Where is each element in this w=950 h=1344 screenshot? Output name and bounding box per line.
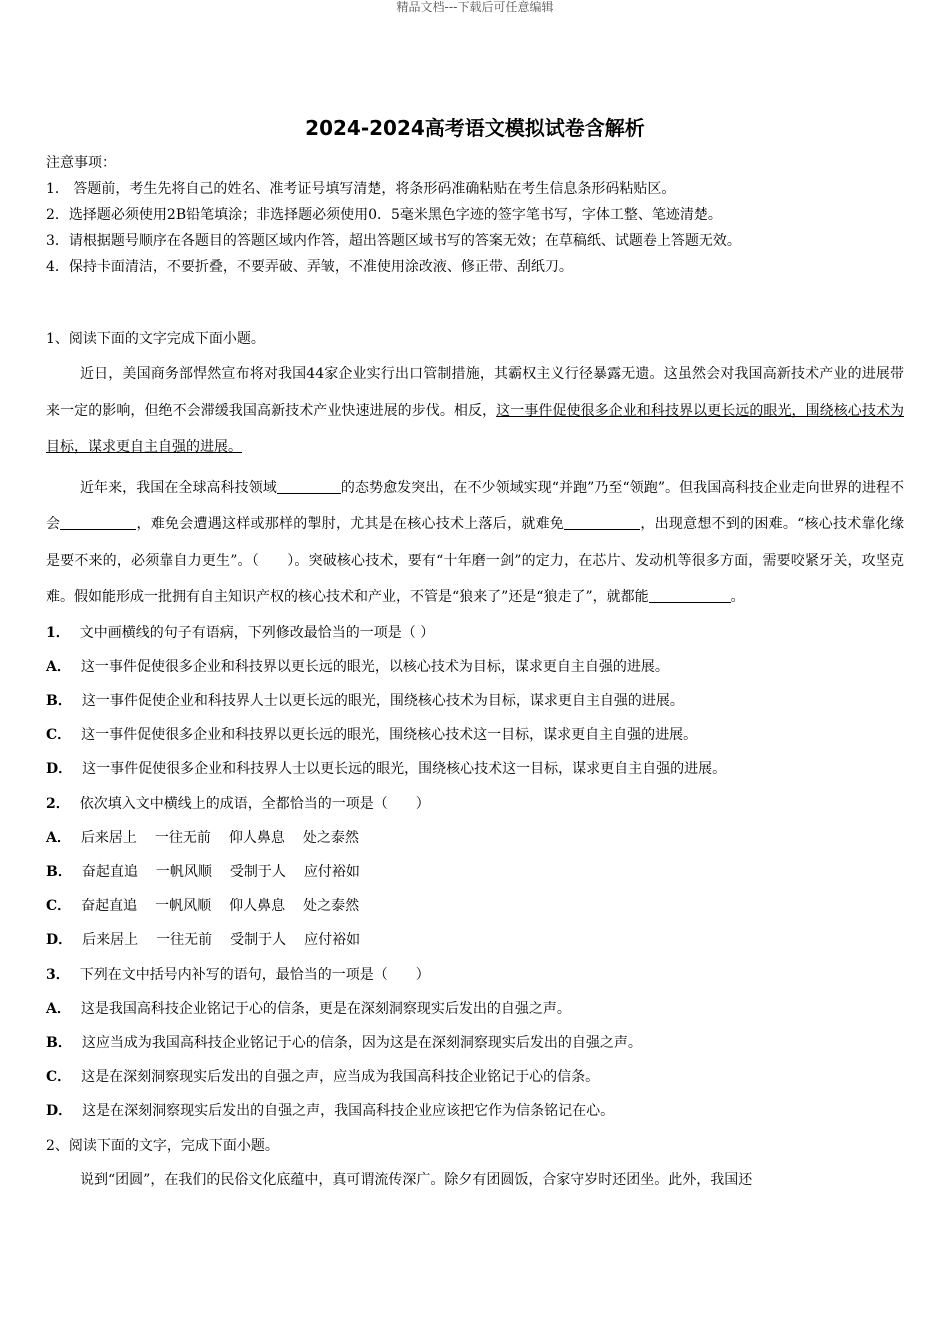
answer-option[interactable] [46, 718, 904, 752]
option-text: 这一事件促使很多企业和科技界以更长远的眼光，围绕核心技术这一目标，谋求更自主自强的进展。 [81, 727, 698, 744]
exam-content [46, 326, 904, 1197]
idiom: 奋起直追 [81, 898, 138, 915]
option-label: C． [46, 727, 72, 744]
paragraph-text: 的态势愈发突出，在不少领域实现“并跑”乃至“领跑”。但我国高科技企业走向世界的进程不会 [46, 479, 904, 532]
answer-option[interactable] [46, 1026, 904, 1060]
question-number: 2． [46, 795, 70, 812]
idiom: 后来居上 [80, 829, 137, 846]
paragraph-text: 。 [730, 589, 745, 605]
option-text: 这一事件促使很多企业和科技界人士以更长远的眼光，围绕核心技术这一目标，谋求更自主自强的进展。 [82, 761, 727, 778]
answer-option[interactable] [46, 650, 904, 684]
option-label: B． [46, 692, 72, 709]
idiom: 应付裕如 [303, 863, 360, 880]
answer-option[interactable] [46, 855, 904, 889]
idiom: 一往无前 [156, 932, 213, 949]
answer-option[interactable] [46, 992, 904, 1026]
option-text: 这是在深刻洞察现实后发出的自强之声，我国高科技企业应该把它作为信条铭记在心。 [82, 1103, 615, 1120]
section2-paragraph-1: 说到“团圆”，在我们的民俗文化底蕴中，真可谓流传深广。除夕有团圆饭，合家守岁时还团坐。此外，我国还 [80, 1171, 753, 1188]
idiom: 处之泰然 [303, 898, 360, 915]
section2-intro: 2、阅读下面的文字，完成下面小题。 [46, 1137, 279, 1154]
paragraph-text: ，出现意想不到的困难。“核心技术靠化缘是要不来的，必须靠自力更生”。（ ）。突破核心技术，要有“十年磨一剑”的定力，在芯片、发动机等很多方面，需要咬紧牙关，攻坚克难。假如能形成一批拥有自主知识产权的核心技术和产业，不管是“狼来了”还是“狼走了”，就都能 [46, 516, 905, 605]
answer-option[interactable] [46, 821, 904, 855]
option-text: 这是在深刻洞察现实后发出的自强之声，应当成为我国高科技企业铭记于心的信条。 [81, 1069, 600, 1086]
question-text: 依次填入文中横线上的成语，全都恰当的一项是（ ） [79, 795, 430, 812]
notice-item: 1． 答题前，考生先将自己的姓名、准考证号填写清楚，将条形码准确粘贴在考生信息条形码粘贴区。 [46, 181, 676, 197]
idiom: 受制于人 [230, 932, 287, 949]
idiom: 一帆风顺 [155, 898, 212, 915]
option-label: A． [46, 658, 71, 675]
paragraph-text: ，难免会遭遇这样或那样的掣肘，尤其是在核心技术上落后，就难免 [136, 516, 565, 532]
option-text: 这是我国高科技企业铭记于心的信条，更是在深刻洞察现实后发出的自强之声。 [80, 1000, 571, 1017]
answer-option[interactable] [46, 889, 904, 923]
idiom: 受制于人 [229, 863, 286, 880]
section1-paragraph-2 [46, 470, 904, 616]
question-text: 文中画横线的句子有语病，下列修改最恰当的一项是（ ） [79, 624, 435, 641]
option-label: D． [46, 932, 73, 949]
option-label: C． [46, 1069, 72, 1086]
idiom: 后来居上 [82, 932, 139, 949]
underlined-sentence: 这一事件促使很多企业和科技界以更长远的眼光，围绕核心技术为目标，谋求更自主自强的进展。 [46, 402, 905, 455]
document-title: 2024-2024高考语文模拟试卷含解析 [305, 116, 645, 140]
option-label: B． [46, 863, 72, 880]
answer-option[interactable] [46, 752, 904, 786]
option-label: A． [46, 1000, 71, 1017]
question-text: 下列在文中括号内补写的语句，最恰当的一项是（ ） [79, 966, 430, 983]
idiom: 一往无前 [154, 829, 211, 846]
question-stem [46, 958, 904, 992]
answer-option[interactable] [46, 923, 904, 957]
notice-heading: 注意事项： [46, 155, 116, 171]
notice-item: 2．选择题必须使用2B铅笔填涂；非选择题必须使用0．5毫米黑色字迹的签字笔书写，字体工整、笔迹清楚。 [46, 207, 722, 223]
notice-block [46, 150, 906, 280]
option-text: 这应当成为我国高科技企业铭记于心的信条，因为这是在深刻洞察现实后发出的自强之声。 [81, 1034, 642, 1051]
idiom: 一帆风顺 [155, 863, 212, 880]
question-number: 3． [46, 966, 70, 983]
idiom: 处之泰然 [302, 829, 359, 846]
fill-blank-2 [60, 515, 136, 530]
question-stem [46, 616, 904, 650]
question-stem [46, 787, 904, 821]
answer-option[interactable] [46, 1094, 904, 1128]
notice-item: 4．保持卡面清洁，不要折叠，不要弄破、弄皱，不准使用涂改液、修正带、刮纸刀。 [46, 259, 573, 275]
option-text: 这一事件促使很多企业和科技界以更长远的眼光，以核心技术为目标，谋求更自主自强的进展。 [80, 658, 669, 675]
fill-blank-1 [277, 479, 341, 494]
paragraph-text: 近日，美国商务部悍然宣布将对我国44家企业实行出口管制措施，其霸权主义行径暴露无遗。这虽然会对我国高新技术产业的进展带来一定的影响，但绝不会滞缓我国高新技术产业快速进展的步伐。相反， [46, 366, 904, 419]
answer-option[interactable] [46, 1060, 904, 1094]
option-label: A． [46, 829, 71, 846]
fill-blank-3 [564, 515, 640, 530]
idiom: 仰人鼻息 [228, 829, 285, 846]
section1-intro: 1、阅读下面的文字完成下面小题。 [46, 331, 265, 347]
idiom: 仰人鼻息 [229, 898, 286, 915]
idiom: 应付裕如 [304, 932, 361, 949]
section1-paragraph-1 [46, 356, 904, 466]
paragraph-text: 近年来，我国在全球高科技领域 [80, 479, 277, 496]
option-label: C． [46, 898, 72, 915]
idiom: 奋起直追 [81, 863, 138, 880]
answer-option[interactable] [46, 684, 904, 718]
notice-item: 3．请根据题号顺序在各题目的答题区域内作答，超出答题区域书写的答案无效；在草稿纸、试题卷上答题无效。 [46, 233, 741, 249]
header-note: 精品文档---下载后可任意编辑 [396, 0, 554, 14]
fill-blank-4 [649, 588, 731, 603]
option-label: D． [46, 1103, 73, 1120]
question-number: 1． [46, 624, 70, 641]
option-label: D． [46, 761, 73, 778]
option-label: B． [46, 1034, 72, 1051]
option-text: 这一事件促使企业和科技界人士以更长远的眼光，围绕核心技术为目标，谋求更自主自强的进展。 [81, 692, 684, 709]
